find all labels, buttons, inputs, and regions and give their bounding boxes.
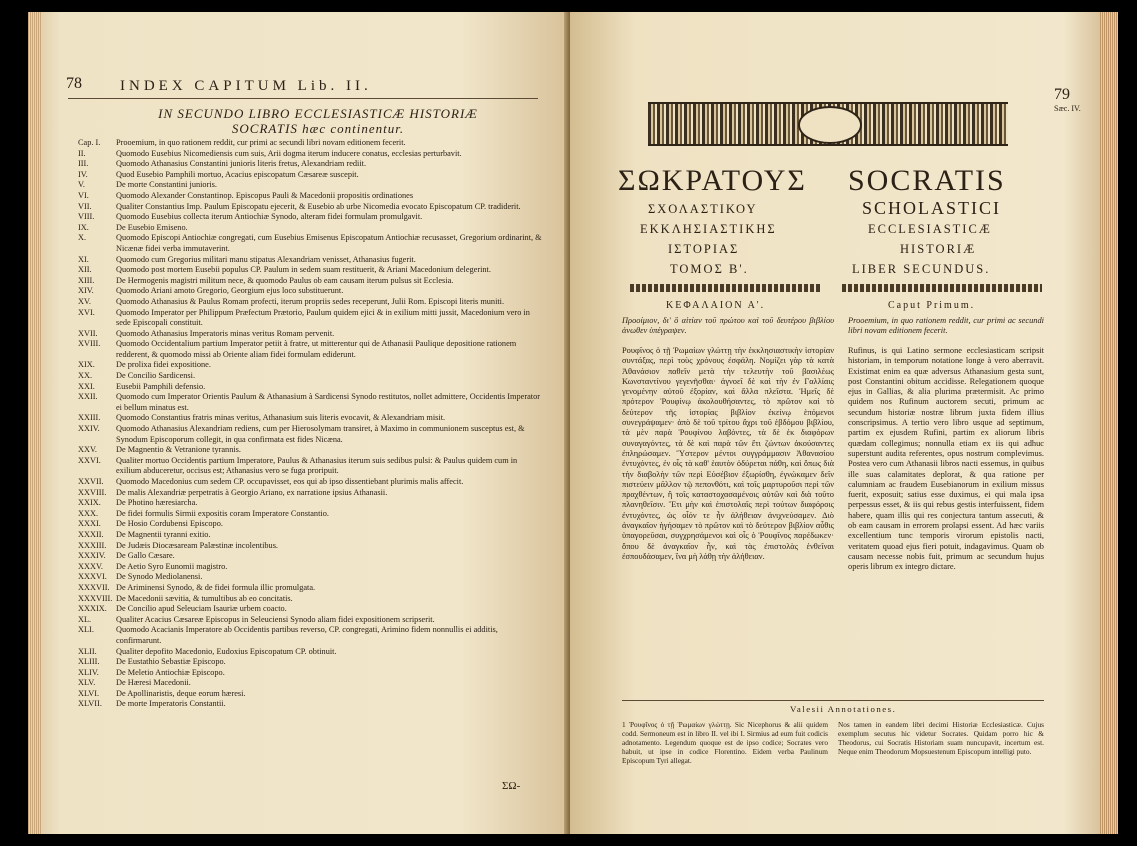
toc-chapter-number: XXXIX.	[78, 604, 107, 614]
toc-chapter-text: Quomodo Acacianis Imperatore ab Occidentis partibus reverso, CP. congregati, Arimino fidem nonnullis ei additis, confirmarunt.	[116, 625, 498, 645]
latin-body: Rufinus, is qui Latino sermone ecclesiasticam scripsit historiam, in temporum notatione longe à vero aberravit. Existimat enim ea quæ adversus Athanasium gesta sunt, post Constantini obitum accidisse. Relegationem quoque ejus in Gallias, & alia plurima prætermisit. Ac primo quidem nos Rufinum auctorem secuti, primum ac secundum historiæ nostræ librum juxta fidem illius conscripsimus. A tertio vero libro usque ad septimum, partim ex ejusdem Rufini, partim ex aliorum libris quædam collegimus; nonnulla etiam ex iis qui adhuc superstunt audita referentes, opus nostrum complevimus. Postea vero cum Athanasii libros nacti essemus, in quibus ille suas calamitates deplorat, & qua ratione per calumniam ac fraudem Eusebianorum in exilium missus fuerit, exposuit; satius esse duximus, ei qui mala ipsa perpessus esset, & iis qui rebus gestis interfuissent, fidem habere, quam illis qui res conjectura tantum assecuti, & ob eam causam in errorem prolapsi essent. Ad hæc variis excellentium tunc temporis virorum epistolis nacti, veritatem quoad ejus fieri potuit, indagavimus. Quam ob causam necesse nobis fuit, primum ac secundum hujus operis librum ex integro dictare.	[848, 346, 1044, 572]
toc-chapter-text: Quod Eusebio Pamphili mortuo, Acacius episcopatum Cæsareæ suscepit.	[116, 169, 359, 179]
open-book	[28, 12, 1118, 834]
toc-chapter-text: Quomodo Episcopi Antiochiæ congregati, cum Eusebius Emisenus Episcopatum Antiochiæ recusasset, Gregorium ordinarint, & Nicænæ fidei verba immutaverint.	[116, 233, 542, 253]
toc-chapter-text: Quomodo Occidentalium partium Imperator petiit à fratre, ut mitterentur qui de Athanasii Paulique depositione rationem redderent, & quomodo missi ab Oriente aliam fidei formulam ediderunt.	[116, 339, 517, 359]
toc-chapter-number: XXII.	[78, 392, 98, 402]
toc-entry	[72, 657, 542, 668]
toc-entry	[72, 456, 542, 477]
toc-chapter-number: V.	[78, 180, 85, 190]
note-right-column: Nos tamen in eandem libri decimi Historiæ Ecclesiasticæ. Cujus exemplum secutus hic videtur Socrates. Quidam porro hic & Theodorus, cui Socratis Historiam suam nuncupavit, incertum est. Neque enim Theodorum Mopsuestenum Episcopum intelligi puto.	[838, 720, 1044, 756]
toc-chapter-text: Quomodo Ariani amoto Gregorio, Georgium ejus loco substituerunt.	[116, 286, 344, 296]
chapter-summary-greek: Προοίμιον, δι' ὃ αἰτίαν τοῦ πρώτου καὶ τοῦ δευτέρου βιβλίου ἀνωθεν ὑπέγραψεν.	[622, 316, 834, 336]
chapter-heading-greek: ΚΕΦΑΛΑΙΟΝ Α'.	[666, 300, 766, 311]
toc-entry	[72, 149, 542, 160]
toc-chapter-text: De Gallo Cæsare.	[116, 551, 175, 561]
toc-chapter-text: Quomodo post mortem Eusebii populus CP. Paulum in sedem suam restituerit, & Ariani Macedonium delegerint.	[116, 265, 491, 275]
toc-entry	[72, 615, 542, 626]
toc-chapter-number: VII.	[78, 201, 92, 211]
toc-entry	[72, 223, 542, 234]
latin-text-column	[848, 346, 1044, 698]
toc-entry	[72, 572, 542, 583]
toc-entry	[72, 339, 542, 360]
toc-chapter-text: De Hermogenis magistri militum nece, & quomodo Paulus ob eam causam iterum pulsus sit Ecclesia.	[116, 275, 454, 285]
toc-chapter-text: De Synodo Mediolanensi.	[116, 572, 203, 582]
toc-entry	[72, 138, 542, 149]
greek-subtitle-3: ΙΣΤΟΡΙΑΣ	[668, 242, 740, 256]
toc-chapter-number: XXIII.	[78, 413, 101, 423]
index-title-line1: IN SECUNDO LIBRO ECCLESIASTICÆ HISTORIÆ	[158, 106, 478, 121]
toc-chapter-number: IX.	[78, 222, 89, 232]
toc-chapter-text: Quomodo Athanasius Alexandriam rediens, cum per Hierosolymam transiret, à Maximo in communionem susceptus est, & Synodum Episcoporum collegit, in qua confirmata est fides Nicæna.	[116, 424, 525, 444]
latin-subtitle-3: HISTORIÆ	[900, 242, 977, 256]
toc-entry	[72, 583, 542, 594]
toc-chapter-number: XXVI.	[78, 455, 101, 465]
toc-chapter-number: XI.	[78, 254, 89, 264]
left-page	[28, 12, 568, 834]
toc-chapter-number: XXXII.	[78, 529, 104, 539]
greek-text-column	[622, 346, 834, 698]
toc-chapter-number: XVIII.	[78, 339, 101, 349]
toc-entry	[72, 488, 542, 499]
toc-chapter-text: Quomodo cum Imperator Orientis Paulum & Athanasium à Sardicensi Synodo restitutos, nollet admittere, Occidentis Imperator ei bellum minatus est.	[116, 392, 540, 412]
toc-chapter-text: De Photino hæresiarcha.	[116, 498, 198, 508]
toc-chapter-text: Quomodo Eusebius Nicomediensis cum suis, Arii dogma iterum inducere conatus, ecclesias perturbavit.	[116, 148, 462, 158]
toc-entry	[72, 371, 542, 382]
headpiece-ornament	[648, 102, 1008, 146]
greek-subtitle-2: ΕΚΚΛΗΣΙΑΣΤΙΚΗΣ	[640, 222, 777, 236]
toc-entry	[72, 509, 542, 520]
toc-chapter-number: XVII.	[78, 328, 98, 338]
toc-chapter-text: Quomodo Alexander Constantinop. Episcopus Pauli & Macedonii propositis ordinationes	[116, 190, 414, 200]
toc-chapter-number: XIV.	[78, 286, 94, 296]
toc-chapter-number: XLIV.	[78, 667, 99, 677]
toc-chapter-text: Quomodo Athanasius Imperatoris minas veritus Romam pervenit.	[116, 328, 335, 338]
toc-chapter-number: XXIV.	[78, 424, 100, 434]
toc-chapter-number: XXXVI.	[78, 572, 107, 582]
right-page-number: 79	[1054, 86, 1070, 103]
ornament-band-left	[630, 284, 820, 292]
toc-entry	[72, 562, 542, 573]
running-head: INDEX CAPITUM Lib. II.	[120, 78, 372, 94]
header-rule	[68, 98, 538, 99]
table-of-contents	[72, 138, 542, 710]
toc-entry	[72, 382, 542, 393]
toc-chapter-text: De Meletio Antiochiæ Episcopo.	[116, 667, 225, 677]
toc-chapter-text: De Magnentio & Vetranione tyrannis.	[116, 445, 241, 455]
toc-entry	[72, 541, 542, 552]
toc-chapter-text: De Apollinaristis, deque eorum hæresi.	[116, 688, 246, 698]
toc-entry	[72, 159, 542, 170]
toc-chapter-number: XXVIII.	[78, 487, 107, 497]
toc-chapter-text: Quomodo Eusebius collecta iterum Antiochiæ Synodo, alteram fidei formulam promulgavit.	[116, 212, 423, 222]
toc-chapter-number: Cap. I.	[78, 138, 101, 147]
toc-entry	[72, 594, 542, 605]
toc-entry	[72, 392, 542, 413]
toc-entry	[72, 678, 542, 689]
toc-chapter-text: Quomodo Athanasius Constantini junioris literis fretus, Alexandriam rediit.	[116, 159, 367, 169]
toc-chapter-number: XLV.	[78, 678, 96, 688]
toc-chapter-number: XLVI.	[78, 688, 100, 698]
toc-chapter-text: De Macedonii sævitia, & tumultibus ab eo concitatis.	[116, 593, 293, 603]
toc-chapter-number: XXXVII.	[78, 582, 110, 592]
toc-chapter-number: XIX.	[78, 360, 95, 370]
toc-entry	[72, 170, 542, 181]
toc-entry	[72, 530, 542, 541]
toc-entry	[72, 276, 542, 287]
toc-chapter-text: Prooemium, in quo rationem reddit, cur primi ac secundi libri novam editionem fecerit.	[116, 138, 406, 147]
toc-chapter-text: De Judæis Diocæsaream Palæstinæ incolentibus.	[116, 540, 279, 550]
toc-chapter-number: X.	[78, 233, 87, 243]
ornament-band-right	[842, 284, 1042, 292]
toc-chapter-number: II.	[78, 148, 86, 158]
toc-entry	[72, 212, 542, 223]
right-page	[570, 12, 1118, 834]
toc-chapter-number: XXXI.	[78, 519, 101, 529]
left-page-edge	[28, 12, 42, 834]
toc-entry	[72, 191, 542, 202]
toc-chapter-text: De Magnentii tyranni exitio.	[116, 529, 211, 539]
toc-chapter-number: XLIII.	[78, 657, 100, 667]
toc-chapter-number: XXIX.	[78, 498, 101, 508]
annotations-rule	[622, 700, 1044, 701]
note-left-column: 1 Ῥουφῖνος ὁ τῇ Ῥωμαίων γλώττῃ. Sic Nicephorus & alii quidem codd. Sermoneum est in libro II. vel ibi Ι. Sirmius ad eum fuit codicis adnotamento. Legendum quoque est de ipso codice; Socrates vero habuit, ut ipse in codice Florentino. Eidem verba Paulinum Episcopum Tyri allegat.	[622, 720, 828, 765]
toc-chapter-text: De Aetio Syro Eunomii magistro.	[116, 561, 228, 571]
toc-chapter-text: De fidei formulis Sirmii expositis coram Imperatore Constantio.	[116, 508, 329, 518]
right-page-edge	[1100, 12, 1118, 834]
toc-entry	[72, 498, 542, 509]
toc-entry	[72, 625, 542, 646]
toc-chapter-number: XII.	[78, 265, 92, 275]
toc-entry	[72, 202, 542, 213]
toc-entry	[72, 413, 542, 424]
toc-chapter-number: XLI.	[78, 625, 94, 635]
toc-entry	[72, 604, 542, 615]
toc-chapter-text: Quomodo Macedonius cum sedem CP. occupavisset, eos qui ab ipso dissentiebant plurimis malis affecit.	[116, 477, 464, 486]
toc-chapter-text: De Ariminensi Synodo, & de fidei formula illic promulgata.	[116, 582, 316, 592]
toc-chapter-text: De Hæresi Macedonii.	[116, 678, 191, 688]
toc-chapter-number: XXI.	[78, 381, 95, 391]
latin-liber: LIBER SECUNDUS.	[852, 262, 991, 276]
toc-entry	[72, 551, 542, 562]
greek-title: ΣΩΚΡΑΤΟΥΣ	[618, 164, 807, 197]
greek-subtitle-1: ΣΧΟΛΑΣΤΙΚΟΥ	[648, 202, 758, 216]
left-page-number: 78	[66, 75, 82, 92]
toc-chapter-text: De Concilio apud Seleuciam Isauriæ urbem coacto.	[116, 604, 287, 614]
toc-chapter-text: De prolixa fidei expositione.	[116, 360, 211, 370]
toc-chapter-text: Qualiter depofito Macedonio, Eudoxius Episcopatum CP. obtinuit.	[116, 646, 337, 656]
toc-chapter-text: De Hosio Cordubensi Episcopo.	[116, 519, 223, 529]
toc-chapter-number: XVI.	[78, 307, 95, 317]
toc-chapter-number: III.	[78, 159, 89, 169]
toc-chapter-text: De malis Alexandriæ perpetratis à Georgio Ariano, ex narratione ipsius Athanasii.	[116, 487, 388, 497]
toc-chapter-number: XXXV.	[78, 561, 103, 571]
latin-subtitle-2: ECCLESIASTICÆ	[868, 222, 992, 236]
toc-chapter-text: Qualiter Constantius Imp. Paulum Episcopatu ejecerit, & Eusebio ab urbe Nicomedia evocato Episcopatum CP. tradiderit.	[116, 201, 521, 211]
toc-entry	[72, 255, 542, 266]
toc-chapter-text: Qualiter mortuo Occidentis partium Imperatore, Paulus & Athanasius iterum suis sedibus pulsi: & Paulus quidem cum in exilium abduceretur, occisus est; Athanasius vero se fuga proripuit.	[116, 455, 518, 476]
toc-chapter-text: De morte Constantini junioris.	[116, 180, 217, 190]
toc-chapter-text: Quomodo Imperator per Philippum Præfectum Prætorio, Paulum quidem ejici & in exilium mitti jussit, Macedonium vero in sede Episcopali constituit.	[116, 307, 530, 328]
toc-entry	[72, 286, 542, 297]
toc-chapter-number: XL.	[78, 614, 92, 624]
toc-chapter-number: VIII.	[78, 212, 95, 222]
greek-tomos: ΤΟΜΟΣ Β'.	[670, 262, 749, 276]
toc-chapter-number: XX.	[78, 371, 93, 381]
toc-chapter-text: Quomodo Athanasius & Paulus Romam profecti, iterum propriis sedes receperunt, Julii Rom. Episcopi literis muniti.	[116, 296, 505, 306]
toc-entry	[72, 233, 542, 254]
toc-chapter-text: Quomodo cum Gregorius militari manu stipatus Alexandriam venisset, Athanasius fugerit.	[116, 254, 416, 264]
toc-entry	[72, 647, 542, 658]
toc-chapter-number: XXXIII.	[78, 540, 107, 550]
toc-entry	[72, 668, 542, 679]
toc-entry	[72, 445, 542, 456]
toc-chapter-number: XXXVIII.	[78, 593, 113, 603]
toc-chapter-number: XXXIV.	[78, 551, 106, 561]
latin-title: SOCRATIS	[848, 164, 1006, 197]
greek-body: Ρουφῖνος ὁ τῇ Ῥωμαίων γλώττῃ τὴν ἐκκλησιαστικὴν ἱστορίαν συντάξας, περὶ τοὺς χρόνους ἐσφάλη. Νομίζει γὰρ τὰ κατὰ Ἀθανάσιον παθεῖν μετὰ τὴν τελευτὴν τοῦ βασιλέως Κωνσταντίνου γεγενῆσθαι· ἀγνοεῖ δὲ καὶ τὴν ἐν Γαλλίαις γενομένην αὐτοῦ ἐξορίαν, καὶ ἄλλα πλεῖστα. Ἡμεῖς δὲ πρότερον Ῥουφίνῳ ἀκολουθήσαντες, τὸ πρῶτον καὶ τὸ δεύτερον τῆς ἱστορίας βιβλίον ἐκείνῳ ἑπόμενοι συνεγράψαμεν· ἀπὸ δὲ τοῦ τρίτου ἄχρι τοῦ ἑβδόμου βιβλίου, τὰ μὲν παρὰ Ῥουφίνου λαβόντες, τὰ δὲ ἐκ διαφόρων συναγαγόντες, τὰ δὲ καὶ παρὰ τῶν ἔτι ζώντων ἀκούσαντες ἐπληρώσαμεν. Ὕστερον μέντοι συγγράμμασιν Ἀθανασίου ἐντυχόντες, ἐν οἷς τὰ καθ' ἑαυτὸν ὀδύρεται πάθη, καὶ ὅπως διὰ τὴν διαβολὴν τῶν περὶ Εὐσέβιον ἐξωρίσθη, ἐγνώκαμεν δεῖν πιστεύειν μᾶλλον τῷ πεπονθότι, καὶ τοῖς μαρτυροῦσι περὶ τῶν πραχθέντων, ἢ τοῖς καταστοχασαμένοις αὐτῶν καὶ διὰ τοῦτο πλανηθεῖσιν. Ἔτι μὴν καὶ ἐπιστολαῖς περὶ τούτων διαφόροις ἐντυχόντες, ὡς οἷόν τε ἦν ἀλήθειαν ἀνιχνεύσαμεν. Διὸ ἀναγκαῖον ἡγήσαμεν τὸ πρῶτον καὶ τὸ δεύτερον βιβλίον αὖθις ὑπαγορεῦσαι, συγχρησάμενοι καὶ οἷς ὁ Ῥουφῖνος παρέδωκεν· ὅπου δὲ ἀναγκαῖον ἦν, καὶ τὰς ἐπιστολὰς ἐνθεῖναι ἐσπουδάσαμεν, ἵνα μὴ λάθῃ τὴν ἀλήθειαν.	[622, 346, 834, 561]
toc-entry	[72, 308, 542, 329]
toc-chapter-text: De morte Imperatoris Constantii.	[116, 699, 226, 709]
toc-chapter-text: De Eustathio Sebastiæ Episcopo.	[116, 657, 226, 667]
toc-entry	[72, 329, 542, 340]
toc-entry	[72, 424, 542, 445]
toc-entry	[72, 689, 542, 700]
toc-entry	[72, 297, 542, 308]
toc-chapter-number: XXV.	[78, 445, 97, 455]
index-title-line2: SOCRATIS hæc continentur.	[231, 121, 405, 136]
toc-entry	[72, 477, 542, 488]
chapter-summary-latin: Prooemium, in quo rationem reddit, cur primi ac secundi libri novam editionem fecerit.	[848, 316, 1044, 336]
catchword: ΣΩ-	[502, 780, 521, 792]
toc-entry	[72, 360, 542, 371]
toc-entry	[72, 699, 542, 710]
toc-chapter-text: Eusebii Pamphili defensio.	[116, 381, 206, 391]
toc-chapter-number: XLVII.	[78, 699, 102, 709]
toc-chapter-number: XV.	[78, 296, 91, 306]
toc-entry	[72, 519, 542, 530]
annotations-heading: Valesii Annotationes.	[790, 704, 897, 714]
margin-note-century: Sæc. IV.	[1054, 104, 1081, 113]
toc-chapter-text: Quomodo Constantius fratris minas veritus, Athanasium suis literis evocavit, & Alexandriam misit.	[116, 413, 446, 423]
toc-chapter-text: Qualiter Acacius Cæsareæ Episcopus in Seleuciensi Synodo aliam fidei expositionem scripserit.	[116, 614, 435, 624]
toc-chapter-number: VI.	[78, 190, 89, 200]
toc-chapter-number: XXVII.	[78, 477, 104, 486]
toc-chapter-number: XIII.	[78, 275, 95, 285]
toc-chapter-number: XXX.	[78, 508, 99, 518]
toc-chapter-number: XLII.	[78, 646, 97, 656]
toc-chapter-text: De Eusebio Emiseno.	[116, 222, 188, 232]
toc-entry	[72, 265, 542, 276]
latin-subtitle-1: SCHOLASTICI	[862, 198, 1002, 218]
toc-entry	[72, 180, 542, 191]
chapter-heading-latin: Caput Primum.	[888, 300, 976, 311]
toc-chapter-text: De Concilio Sardicensi.	[116, 371, 196, 381]
toc-chapter-number: IV.	[78, 169, 88, 179]
